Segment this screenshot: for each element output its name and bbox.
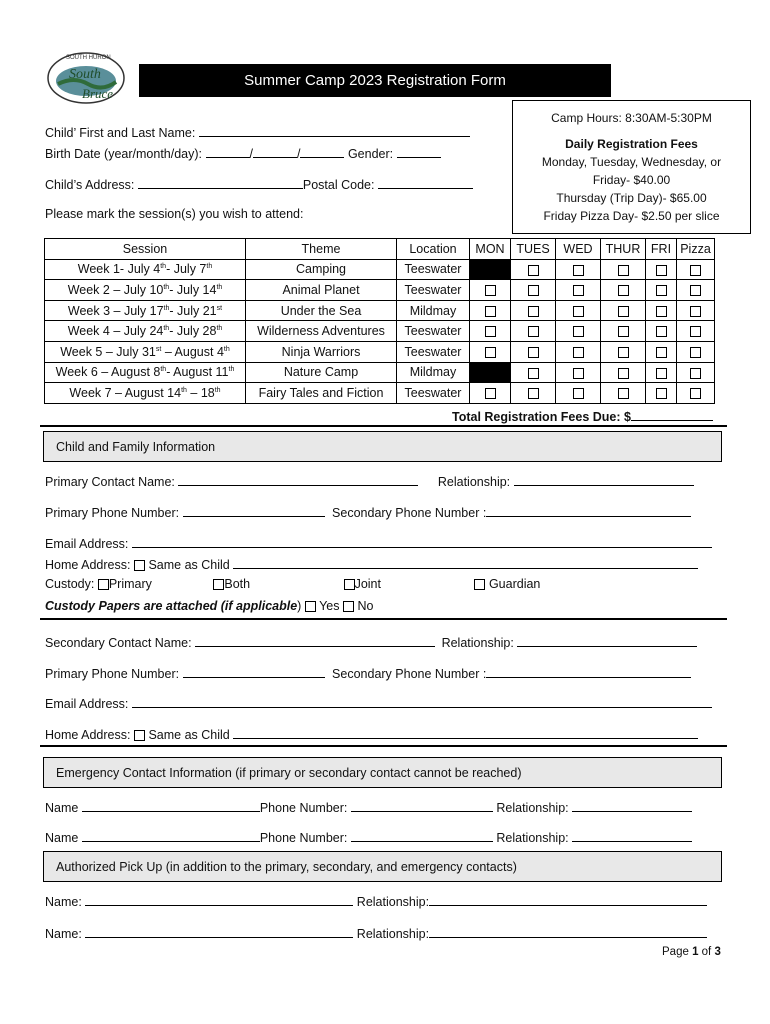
secondary-secondary-phone-field[interactable] xyxy=(486,665,691,678)
emergency-name-label: Name xyxy=(45,801,79,815)
col-header-session: Session xyxy=(45,239,246,260)
mon-unavailable-cell xyxy=(470,259,511,280)
secondary-primary-phone-field[interactable] xyxy=(183,665,325,678)
wed-cell xyxy=(556,383,601,404)
ordinal: th xyxy=(160,263,167,271)
section-emergency: Emergency Contact Information (if primary or secondary contact cannot be reached) xyxy=(43,757,722,788)
session-cell xyxy=(45,321,246,342)
session-date-end: - July 21 xyxy=(169,303,217,318)
secondary-home-row xyxy=(45,726,698,742)
wed-cell xyxy=(556,259,601,280)
mon-cell xyxy=(470,280,511,301)
section-pickup: Authorized Pick Up (in addition to the primary, secondary, and emergency contacts) xyxy=(43,851,722,882)
ordinal: th xyxy=(223,345,230,353)
table-row xyxy=(45,321,715,342)
custody-joint-checkbox[interactable] xyxy=(344,579,355,590)
tues-checkbox[interactable] xyxy=(528,368,539,379)
session-date-start: Week 6 – August 8 xyxy=(55,365,161,380)
thur-checkbox[interactable] xyxy=(618,368,629,379)
ordinal: th xyxy=(160,366,167,374)
fees-line: Monday, Tuesday, Wednesday, or xyxy=(541,155,722,169)
theme-cell: Ninja Warriors xyxy=(246,341,397,362)
mon-checkbox[interactable] xyxy=(485,306,496,317)
location-cell: Teeswater xyxy=(397,383,470,404)
col-header-fri: FRI xyxy=(646,239,677,260)
thur-cell xyxy=(601,383,646,404)
pizza-checkbox[interactable] xyxy=(690,306,701,317)
secondary-phone-label: Secondary Phone Number : xyxy=(332,667,487,681)
wed-cell xyxy=(556,321,601,342)
emergency-name-field[interactable] xyxy=(82,829,260,842)
child-address-label: Child’s Address: xyxy=(45,178,135,192)
wed-cell xyxy=(556,362,601,383)
secondary-email-row xyxy=(45,695,712,711)
secondary-primary-phone-row xyxy=(45,665,691,681)
wed-checkbox[interactable] xyxy=(573,347,584,358)
session-date-end: – 18 xyxy=(186,385,215,400)
fri-cell xyxy=(646,321,677,342)
table-row xyxy=(45,280,715,301)
tues-cell xyxy=(511,341,556,362)
child-name-row xyxy=(45,124,470,140)
custody-both-label: Both xyxy=(224,577,251,591)
email-field[interactable] xyxy=(132,535,712,548)
pizza-cell xyxy=(677,362,715,383)
primary-contact-field[interactable] xyxy=(178,473,418,486)
divider xyxy=(40,745,727,747)
fri-cell xyxy=(646,280,677,301)
tues-checkbox[interactable] xyxy=(528,306,539,317)
primary-contact-label: Primary Contact Name: xyxy=(45,475,175,489)
birth-year-field[interactable] xyxy=(206,145,250,158)
tues-checkbox[interactable] xyxy=(528,285,539,296)
primary-phone-field[interactable] xyxy=(183,504,325,517)
fri-checkbox[interactable] xyxy=(656,326,667,337)
emergency-phone-label: Phone Number: xyxy=(259,831,348,845)
tues-checkbox[interactable] xyxy=(528,265,539,276)
wed-cell xyxy=(556,341,601,362)
fees-heading: Daily Registration Fees xyxy=(565,137,698,151)
emergency-row xyxy=(45,829,692,845)
secondary-contact-field[interactable] xyxy=(195,634,435,647)
location-cell: Teeswater xyxy=(397,280,470,301)
same-as-child-label: Same as Child xyxy=(148,558,230,572)
email-label: Email Address: xyxy=(45,537,129,551)
fri-checkbox[interactable] xyxy=(656,306,667,317)
tues-checkbox[interactable] xyxy=(528,326,539,337)
session-date-start: Week 1- July 4 xyxy=(77,262,161,277)
primary-phone-row xyxy=(45,504,691,520)
thur-checkbox[interactable] xyxy=(618,388,629,399)
same-as-child-checkbox[interactable] xyxy=(134,560,145,571)
secondary-contact-label: Secondary Contact Name: xyxy=(45,636,192,650)
wed-checkbox[interactable] xyxy=(573,265,584,276)
address-row xyxy=(45,176,473,192)
birth-label: Birth Date (year/month/day): xyxy=(45,147,203,161)
table-row xyxy=(45,362,715,383)
gender-label: Gender: xyxy=(347,147,394,161)
secondary-same-as-child-checkbox[interactable] xyxy=(134,730,145,741)
table-header-row xyxy=(45,239,715,260)
pizza-cell xyxy=(677,341,715,362)
table-row xyxy=(45,259,715,280)
fri-checkbox[interactable] xyxy=(656,368,667,379)
custody-papers-row xyxy=(45,599,373,613)
location-cell: Teeswater xyxy=(397,259,470,280)
wed-checkbox[interactable] xyxy=(573,285,584,296)
custody-primary-label: Primary xyxy=(108,577,152,591)
camp-hours: Camp Hours: 8:30AM-5:30PM xyxy=(551,111,712,125)
col-header-theme: Theme xyxy=(246,239,397,260)
divider xyxy=(40,618,727,620)
custody-guardian-label: Guardian xyxy=(488,577,541,591)
emergency-phone-field[interactable] xyxy=(351,799,493,812)
thur-cell xyxy=(601,362,646,383)
table-row xyxy=(45,341,715,362)
pizza-cell xyxy=(677,259,715,280)
fees-box xyxy=(512,100,751,234)
custody-papers-label: Custody Papers are attached (if applicable xyxy=(45,599,298,613)
section-child-family: Child and Family Information xyxy=(43,431,722,462)
ordinal: th xyxy=(163,283,170,291)
fri-cell xyxy=(646,383,677,404)
thur-checkbox[interactable] xyxy=(618,265,629,276)
tues-cell xyxy=(511,321,556,342)
mon-checkbox[interactable] xyxy=(485,388,496,399)
custody-joint-label: Joint xyxy=(354,577,381,591)
emergency-relationship-field[interactable] xyxy=(572,799,692,812)
svg-text:Bruce: Bruce xyxy=(82,86,114,101)
col-header-thur: THUR xyxy=(601,239,646,260)
primary-phone-label: Primary Phone Number: xyxy=(45,506,180,520)
pizza-checkbox[interactable] xyxy=(690,347,701,358)
theme-cell: Nature Camp xyxy=(246,362,397,383)
pickup-name-label: Name: xyxy=(45,927,82,941)
page-number xyxy=(662,946,721,958)
home-address-field[interactable] xyxy=(233,556,698,569)
primary-phone-label: Primary Phone Number: xyxy=(45,667,180,681)
session-cell xyxy=(45,383,246,404)
form-title: Summer Camp 2023 Registration Form xyxy=(139,64,611,97)
session-date-end: - August 11 xyxy=(166,365,229,380)
session-cell xyxy=(45,280,246,301)
emergency-relationship-label: Relationship: xyxy=(496,801,569,815)
tues-cell xyxy=(511,383,556,404)
thur-cell xyxy=(601,280,646,301)
col-header-tues: TUES xyxy=(511,239,556,260)
ordinal: th xyxy=(181,386,187,394)
emergency-phone-label: Phone Number: xyxy=(259,801,348,815)
table-row xyxy=(45,300,715,321)
divider xyxy=(40,425,727,427)
ordinal: th xyxy=(163,304,170,312)
theme-cell: Animal Planet xyxy=(246,280,397,301)
pizza-checkbox[interactable] xyxy=(690,388,701,399)
emergency-name-label: Name xyxy=(45,831,79,845)
session-cell xyxy=(45,362,246,383)
camp-logo xyxy=(44,48,130,106)
fri-cell xyxy=(646,341,677,362)
ordinal: th xyxy=(228,366,235,374)
pizza-checkbox[interactable] xyxy=(690,285,701,296)
wed-checkbox[interactable] xyxy=(573,388,584,399)
ordinal: th xyxy=(163,325,170,333)
session-date-end: - July 7 xyxy=(166,262,207,277)
child-name-field[interactable] xyxy=(199,124,470,137)
thur-checkbox[interactable] xyxy=(618,326,629,337)
papers-yes-checkbox[interactable] xyxy=(305,601,316,612)
ordinal: st xyxy=(216,304,223,312)
wed-checkbox[interactable] xyxy=(573,326,584,337)
thur-cell xyxy=(601,341,646,362)
theme-cell: Camping xyxy=(246,259,397,280)
postal-label: Postal Code: xyxy=(302,178,375,192)
same-as-child-label: Same as Child xyxy=(148,728,230,742)
fees-line: Friday- $40.00 xyxy=(592,173,671,187)
page-of: of xyxy=(698,946,715,958)
mon-cell xyxy=(470,383,511,404)
fees-line: Friday Pizza Day- $2.50 per slice xyxy=(543,209,720,223)
thur-cell xyxy=(601,300,646,321)
gender-field[interactable] xyxy=(397,145,441,158)
col-header-wed: WED xyxy=(556,239,601,260)
pickup-name-label: Name: xyxy=(45,895,82,909)
thur-checkbox[interactable] xyxy=(618,306,629,317)
session-date-end: – August 4 xyxy=(161,344,224,359)
session-date-start: Week 4 – July 24 xyxy=(67,324,164,339)
total-fees xyxy=(452,408,713,424)
fri-checkbox[interactable] xyxy=(656,388,667,399)
page-prefix: Page xyxy=(662,946,693,958)
total-fees-field[interactable] xyxy=(631,408,713,421)
wed-cell xyxy=(556,280,601,301)
papers-yes-label: Yes xyxy=(319,599,340,613)
pickup-relationship-field[interactable] xyxy=(429,893,707,906)
svg-text:SOUTH HURON: SOUTH HURON xyxy=(66,55,111,61)
location-cell: Mildmay xyxy=(397,300,470,321)
fri-cell xyxy=(646,300,677,321)
custody-guardian-checkbox[interactable] xyxy=(474,579,485,590)
ordinal: st xyxy=(155,345,162,353)
papers-no-label: No xyxy=(357,599,374,613)
emergency-relationship-field[interactable] xyxy=(572,829,692,842)
fri-cell xyxy=(646,362,677,383)
ordinal: th xyxy=(216,283,223,291)
fri-cell xyxy=(646,259,677,280)
email-label: Email Address: xyxy=(45,697,129,711)
custody-both-checkbox[interactable] xyxy=(213,579,224,590)
pizza-checkbox[interactable] xyxy=(690,265,701,276)
custody-primary-checkbox[interactable] xyxy=(98,579,109,590)
theme-cell: Fairy Tales and Fiction xyxy=(246,383,397,404)
col-header-pizza: Pizza xyxy=(677,239,715,260)
thur-cell xyxy=(601,259,646,280)
tues-cell xyxy=(511,259,556,280)
mon-cell xyxy=(470,341,511,362)
relationship-label: Relationship: xyxy=(441,636,514,650)
pickup-relationship-label: Relationship: xyxy=(356,895,430,909)
location-cell: Teeswater xyxy=(397,341,470,362)
col-header-mon: MON xyxy=(470,239,511,260)
pickup-row xyxy=(45,925,707,941)
custody-label: Custody: xyxy=(45,577,95,591)
page-current: 1 xyxy=(692,946,699,958)
birth-day-field[interactable] xyxy=(300,145,344,158)
mon-checkbox[interactable] xyxy=(485,347,496,358)
session-date-start: Week 2 – July 10 xyxy=(67,282,164,297)
thur-checkbox[interactable] xyxy=(618,285,629,296)
pizza-cell xyxy=(677,321,715,342)
home-address-label: Home Address: xyxy=(45,728,131,742)
fri-checkbox[interactable] xyxy=(656,347,667,358)
email-row xyxy=(45,535,712,551)
secondary-home-field[interactable] xyxy=(233,726,698,739)
pizza-checkbox[interactable] xyxy=(690,326,701,337)
primary-contact-row xyxy=(45,473,694,489)
child-address-field[interactable] xyxy=(138,176,303,189)
fri-checkbox[interactable] xyxy=(656,285,667,296)
emergency-phone-field[interactable] xyxy=(351,829,493,842)
mon-checkbox[interactable] xyxy=(485,326,496,337)
pickup-row xyxy=(45,893,707,909)
tues-cell xyxy=(511,280,556,301)
secondary-phone-field[interactable] xyxy=(486,504,691,517)
location-cell: Teeswater xyxy=(397,321,470,342)
mon-unavailable-cell xyxy=(470,362,511,383)
theme-cell: Under the Sea xyxy=(246,300,397,321)
fees-line: Thursday (Trip Day)- $65.00 xyxy=(556,191,707,205)
wed-cell xyxy=(556,300,601,321)
secondary-phone-label: Secondary Phone Number : xyxy=(332,506,487,520)
thur-cell xyxy=(601,321,646,342)
session-cell xyxy=(45,341,246,362)
pickup-name-field[interactable] xyxy=(85,925,353,938)
wed-checkbox[interactable] xyxy=(573,368,584,379)
child-name-label: Child’ First and Last Name: xyxy=(45,126,196,140)
session-table xyxy=(44,238,715,404)
mon-cell xyxy=(470,321,511,342)
pizza-cell xyxy=(677,300,715,321)
pickup-relationship-label: Relationship: xyxy=(356,927,430,941)
pickup-name-field[interactable] xyxy=(85,893,353,906)
ordinal: th xyxy=(206,263,213,271)
svg-text:South: South xyxy=(69,67,101,82)
tues-checkbox[interactable] xyxy=(528,388,539,399)
postal-field[interactable] xyxy=(378,176,473,189)
location-cell: Mildmay xyxy=(397,362,470,383)
thur-checkbox[interactable] xyxy=(618,347,629,358)
home-address-row xyxy=(45,556,698,572)
page-total: 3 xyxy=(714,946,721,958)
session-cell xyxy=(45,300,246,321)
mon-checkbox[interactable] xyxy=(485,285,496,296)
total-fees-label: Total Registration Fees Due: $ xyxy=(452,410,631,424)
secondary-email-field[interactable] xyxy=(132,695,712,708)
session-date-start: Week 3 – July 17 xyxy=(67,303,164,318)
secondary-relationship-field[interactable] xyxy=(517,634,697,647)
tues-checkbox[interactable] xyxy=(528,347,539,358)
session-date-end: - July 14 xyxy=(169,282,217,297)
secondary-contact-row xyxy=(45,634,697,650)
pizza-cell xyxy=(677,280,715,301)
ordinal: th xyxy=(216,325,223,333)
custody-row xyxy=(45,577,540,591)
session-cell xyxy=(45,259,246,280)
papers-no-checkbox[interactable] xyxy=(343,601,354,612)
home-address-label: Home Address: xyxy=(45,558,131,572)
table-row xyxy=(45,383,715,404)
pizza-checkbox[interactable] xyxy=(690,368,701,379)
birth-row: Birth Date (year/month/day): / / Gender: xyxy=(45,145,441,161)
mon-cell xyxy=(470,300,511,321)
session-date-start: Week 7 – August 14 xyxy=(69,385,182,400)
tues-cell xyxy=(511,362,556,383)
emergency-name-field[interactable] xyxy=(82,799,260,812)
custody-papers-close: ) xyxy=(297,599,302,613)
session-date-end: - July 28 xyxy=(169,324,217,339)
primary-relationship-field[interactable] xyxy=(514,473,694,486)
emergency-relationship-label: Relationship: xyxy=(496,831,569,845)
pickup-relationship-field[interactable] xyxy=(429,925,707,938)
col-header-location: Location xyxy=(397,239,470,260)
wed-checkbox[interactable] xyxy=(573,306,584,317)
pizza-cell xyxy=(677,383,715,404)
tues-cell xyxy=(511,300,556,321)
emergency-row xyxy=(45,799,692,815)
birth-month-field[interactable] xyxy=(253,145,297,158)
theme-cell: Wilderness Adventures xyxy=(246,321,397,342)
relationship-label: Relationship: xyxy=(437,475,511,489)
fri-checkbox[interactable] xyxy=(656,265,667,276)
session-prompt: Please mark the session(s) you wish to attend: xyxy=(45,207,304,221)
ordinal: th xyxy=(214,386,221,394)
session-date-start: Week 5 – July 31 xyxy=(60,344,156,359)
